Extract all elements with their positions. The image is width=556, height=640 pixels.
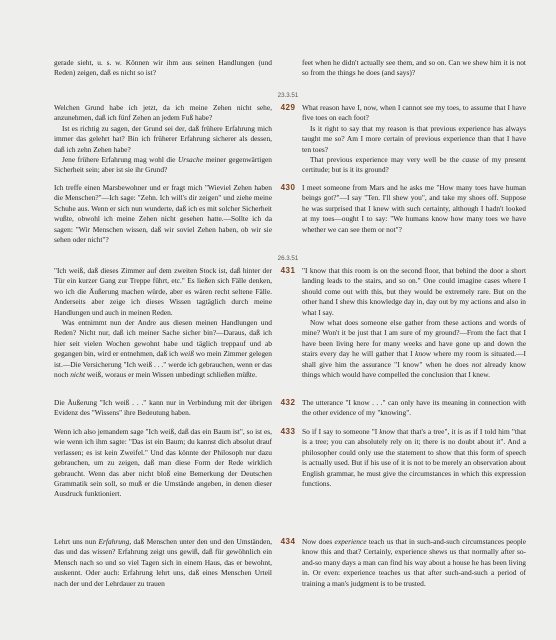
- german-paragraph: Lehrt uns nun Erfahrung, daß Menschen unter den und den Umständen, das und das wissen? Erfahrung zeigt uns gewiß, daß für gewöhnlich ein Mensch nach so und so viel Tagen sich in einem Haus, das er bewohnt, auskennt. Oder auch: Erfahrung lehrt uns, daß eines Menschen Urteil nach der und der Lehrdauer zu trauen: [54, 537, 273, 588]
- german-text: [54, 58, 272, 79]
- english-text: [302, 183, 526, 235]
- paragraph-number: 430: [280, 183, 296, 192]
- paragraph-number: 434: [280, 537, 296, 546]
- english-text: [302, 266, 526, 380]
- paragraph-number: 433: [280, 427, 296, 436]
- english-paragraph: Now what does someone else gather from these actions and words of mine? Won't it be just that I am sure of my ground?—From the fact that I have been living here for many weeks and have gone up and down the stairs every day he will gather that I know where my room is situated.—I shall give him the assurance "I know" when he does not already know things which would have compelled the conclusion that I knew.: [302, 318, 526, 380]
- paragraph-number: 432: [280, 398, 296, 407]
- german-paragraph: gerade sieht, u. s. w. Können wir ihm aus seinen Handlungen (und Reden) zeigen, daß es nicht so ist?: [54, 58, 272, 78]
- german-text: [54, 398, 272, 419]
- english-paragraph: What reason have I, now, when I cannot see my toes, to assume that I have five toes on each foot?: [302, 103, 526, 123]
- paragraph-number: 429: [280, 103, 296, 112]
- german-text: [54, 266, 272, 380]
- section-date-label: 26.3.51: [277, 255, 299, 262]
- english-text: [302, 398, 526, 419]
- english-paragraph: That previous experience may very well be the cause of my present certitude; but is it its ground?: [302, 155, 526, 175]
- english-text: [302, 427, 526, 489]
- english-text: [302, 103, 526, 176]
- english-paragraph: The utterance "I know . . ." can only have its meaning in connection with the other evidence of my "knowing".: [302, 398, 526, 418]
- section-date-label: 23.3.51: [277, 92, 299, 99]
- english-paragraph: feet when he didn't actually see them, and so on. Can we shew him it is not so from the things he does (and says)?: [302, 58, 526, 78]
- english-text: [302, 58, 526, 79]
- german-text: [54, 183, 272, 245]
- german-paragraph: Jene frühere Erfahrung mag wohl die Ursache meiner gegenwärtigen Sicherheit sein; aber ist sie ihr Grund?: [54, 155, 272, 175]
- german-text: [54, 427, 272, 500]
- english-paragraph: I meet someone from Mars and he asks me "How many toes have human beings got?"—I say "Ten. I'll shew you", and take my shoes off. Suppose he was surprised that I knew with such certainty, although I hadn't looked at my toes—ought I to say: "We humans know how many toes we have whether we can see them or not"?: [302, 183, 526, 234]
- german-paragraph: Ich treffe einen Marsbewohner und er fragt mich "Wieviel Zehen haben die Menschen?"—Ich sage: "Zehn. Ich will's dir zeigen" und ziehe meine Schuhe aus. Wenn er sich nun wunderte, daß ich es mit solcher Sicherheit wußte, obwohl ich meine Zehen nicht gesehen hatte.—Sollte ich da sagen: "Wir Menschen wissen, daß wir soviel Zehen haben, ob wir sie sehen oder nicht"?: [54, 183, 272, 245]
- german-text: [54, 103, 272, 176]
- german-paragraph: Welchen Grund habe ich jetzt, da ich meine Zehen nicht sehe, anzunehmen, daß ich fünf Zehen an jedem Fuß habe?: [54, 103, 272, 123]
- english-paragraph: Is it right to say that my reason is that previous experience has always taught me so? Am I more certain of previous experience than that I have ten toes?: [302, 123, 526, 154]
- german-paragraph: Was entnimmt nun der Andre aus diesen meinen Handlungen und Reden? Nicht nur, daß ich meiner Sache sicher bin?—Daraus, daß ich hier seit vielen Wochen gewohnt habe und täglich treppauf und ab gegangen bin, wird er entnehmen, daß ich weiß wo mein Zimmer gelegen ist.—Die Versicherung "Ich weiß . . ." werde ich gebrauchen, wenn er das noch nicht weiß, woraus er mein Wissen unbedingt schließen müßte.: [54, 318, 272, 380]
- english-paragraph: Now does experience teach us that in such-and-such circumstances people know this and that? Certainly, experience shews us that normally after so-and-so many days a man can find his way about a house he has been living in. Or even: experience teaches us that after such-and-such a period of training a man's judgment is to be trusted.: [302, 537, 526, 588]
- german-paragraph: "Ich weiß, daß dieses Zimmer auf dem zweiten Stock ist, daß hinter der Tür ein kurzer Gang zur Treppe führt, etc." Es ließen sich Fälle denken, wo ich die Äußerung machen würde, aber es wären recht seltene Fälle. Anderseits aber zeige ich dieses Wissen tagtäglich durch meine Handlungen und auch in meinen Reden.: [54, 266, 272, 317]
- english-paragraph: So if I say to someone "I know that that's a tree", it is as if I told him "that is a tree; you can absolutely rely on it; there is no doubt about it". And a philosopher could only use the statement to show that this form of speech is actually used. But if his use of it is not to be merely an observation about English grammar, he must give the circumstances in which this expression functions.: [302, 427, 526, 489]
- english-paragraph: "I know that this room is on the second floor, that behind the door a short landing leads to the stairs, and so on." One could imagine cases where I should come out with this, but they would be extremely rare. But on the other hand I shew this knowledge day in, day out by my actions and also in what I say.: [302, 266, 526, 317]
- english-text: [302, 537, 526, 589]
- german-text: [54, 537, 272, 589]
- german-paragraph: Ist es richtig zu sagen, der Grund sei der, daß frühere Erfahrung mich immer das gelehrt hat? Bin ich früherer Erfahrung sicherer als dessen, daß ich zehn Zehen habe?: [54, 123, 272, 154]
- paragraph-number: 431: [280, 266, 296, 275]
- german-paragraph: Die Äußerung "Ich weiß . . ." kann nur in Verbindung mit der übrigen Evidenz des "Wissens" ihre Bedeutung haben.: [54, 398, 272, 418]
- german-paragraph: Wenn ich also jemandem sage "Ich weiß, daß das ein Baum ist", so ist es, wie wenn ich ihm sagte: "Das ist ein Baum; du kannst dich absolut drauf verlassen; es ist kein Zweifel." Und das könnte der Philosoph nur dazu gebrauchen, um zu zeigen, daß man diese Form der Rede wirklich gebraucht. Wenn das aber nicht bloß eine Bemerkung der Deutschen Grammatik sein soll, so muß er die Umstände angeben, in denen dieser Ausdruck funktioniert.: [54, 427, 272, 499]
